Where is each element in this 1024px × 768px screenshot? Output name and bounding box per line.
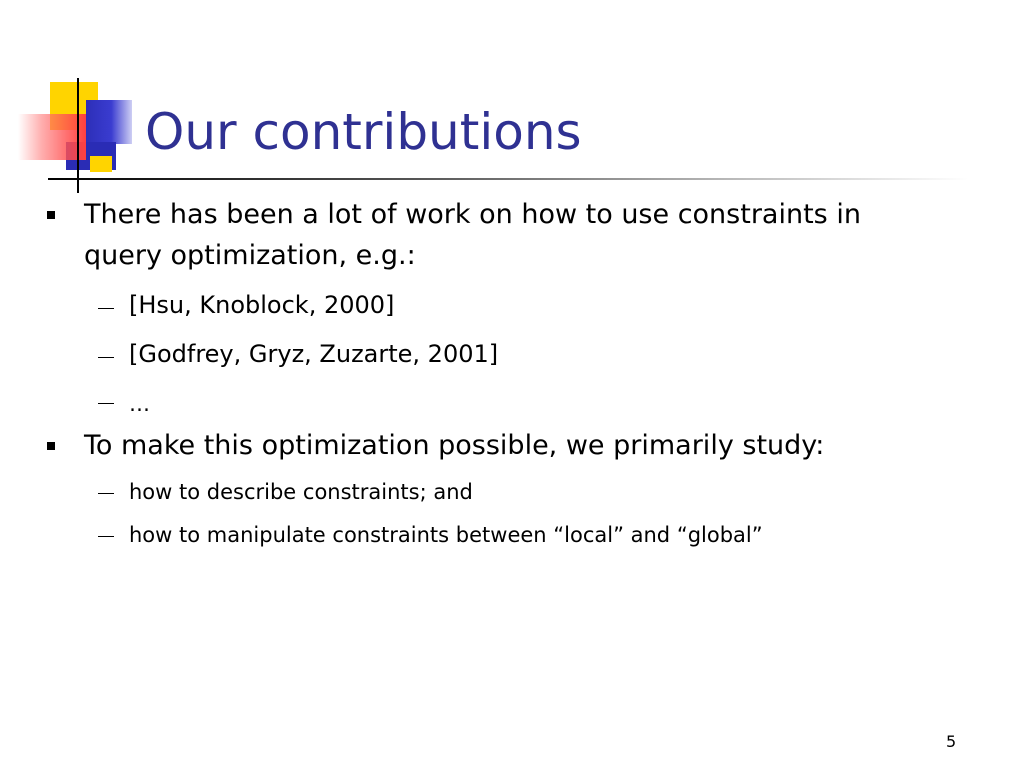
- dash-bullet-icon: [98, 493, 114, 494]
- square-bullet-icon: [47, 442, 55, 450]
- sub-bullet-item: [129, 520, 763, 550]
- sub-bullet-item: [129, 389, 150, 419]
- slide-title: Our contributions: [145, 103, 582, 161]
- dash-bullet-icon: [98, 357, 114, 358]
- square-bullet-icon: [47, 211, 55, 219]
- bullet-text: To make this optimization possible, we primarily study:: [84, 430, 825, 461]
- sub-bullet-text: [Godfrey, Gryz, Zuzarte, 2001]: [129, 340, 499, 368]
- sub-bullet-text: how to manipulate constraints between “local” and “global”: [129, 523, 763, 547]
- sub-bullet-item: [129, 288, 394, 322]
- bullet-item-continuation: [84, 236, 416, 276]
- bullet-item: [84, 195, 861, 235]
- sub-bullet-text: [Hsu, Knoblock, 2000]: [129, 291, 395, 319]
- dash-bullet-icon: [98, 403, 114, 404]
- dash-bullet-icon: [98, 536, 114, 537]
- sub-bullet-item: [129, 477, 473, 507]
- bullet-text: There has been a lot of work on how to use constraints in: [84, 199, 861, 230]
- sub-bullet-text: how to describe constraints; and: [129, 480, 473, 504]
- bullet-text: query optimization, e.g.:: [84, 240, 416, 271]
- sub-bullet-text: …: [129, 392, 150, 416]
- bullet-item: [84, 426, 824, 466]
- page-number: 5: [946, 732, 957, 751]
- dash-bullet-icon: [98, 308, 114, 309]
- sub-bullet-item: [129, 337, 498, 371]
